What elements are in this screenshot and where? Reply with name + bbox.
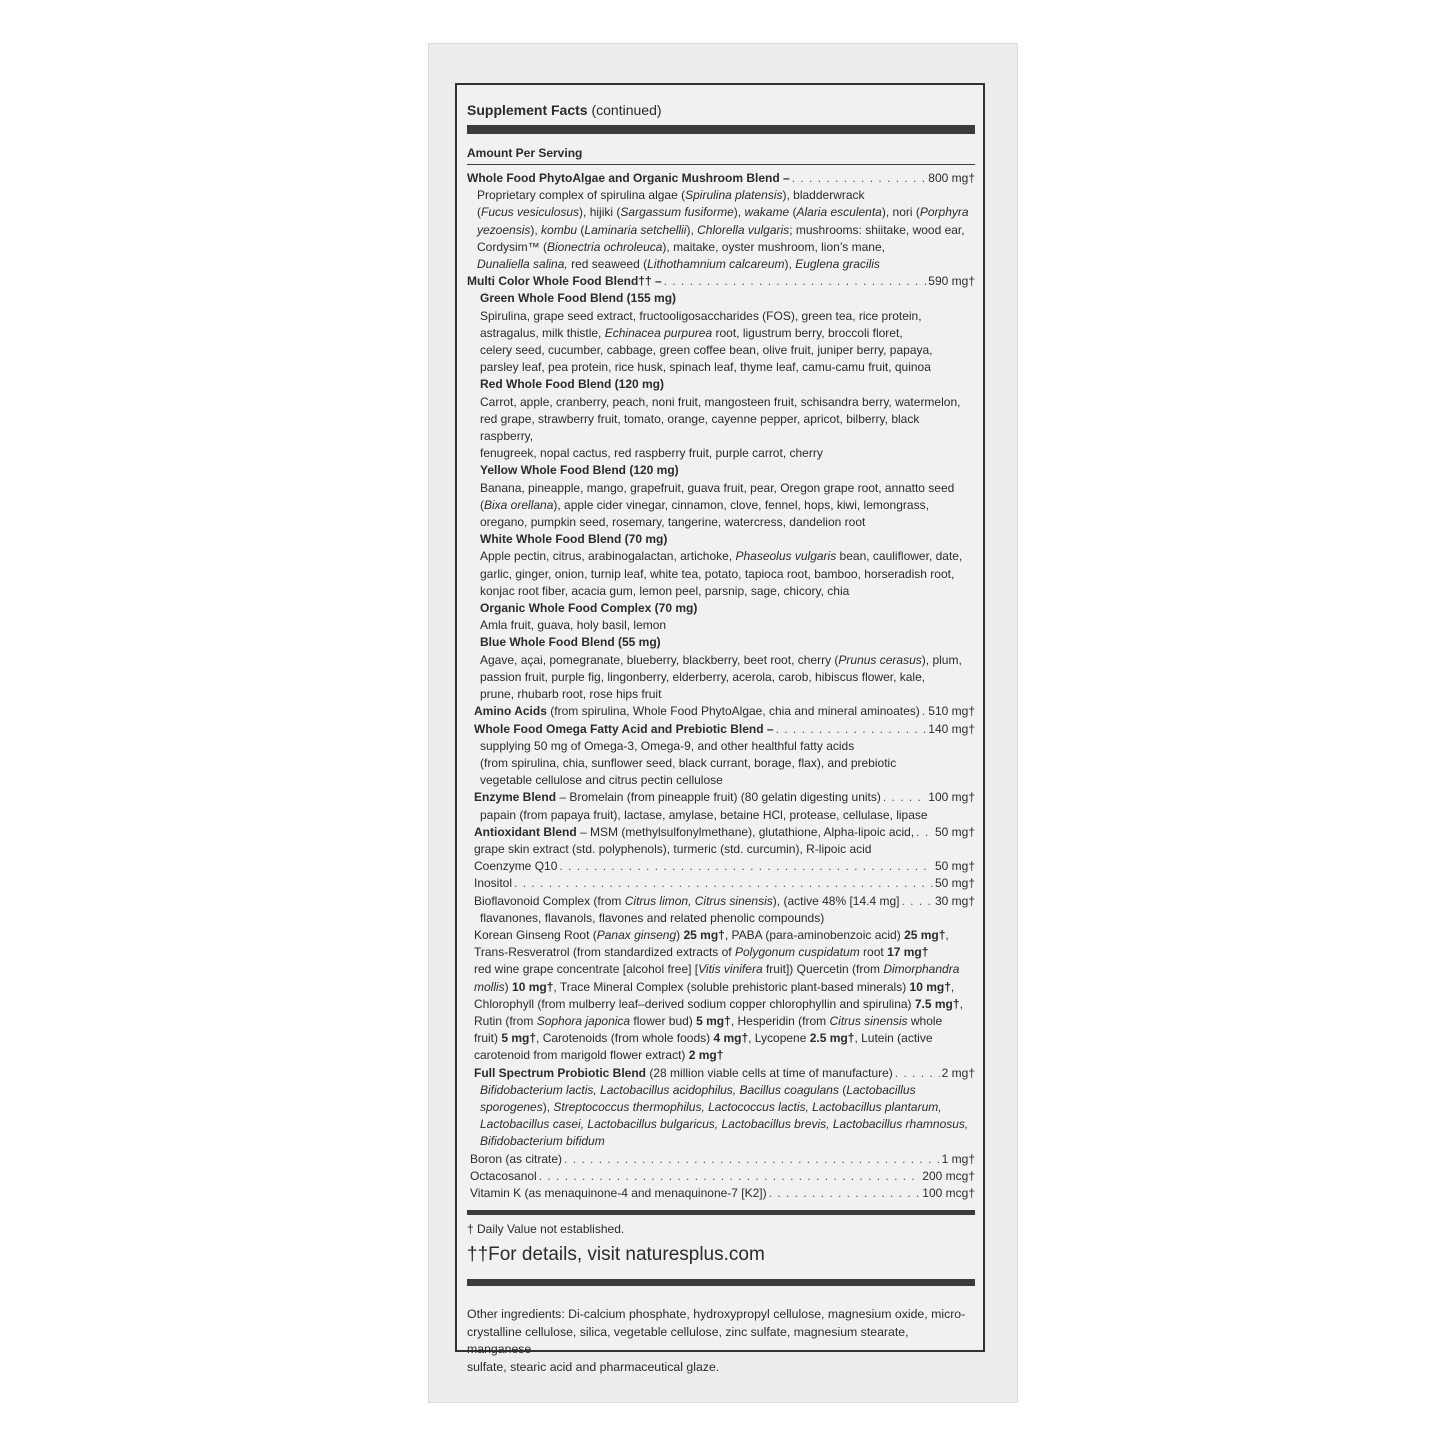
item-name-detail: (28 million viable cells at time of manufacture) — [646, 1065, 893, 1080]
daily-value-footnote: † Daily Value not established. — [467, 1222, 625, 1237]
leader-dots — [916, 824, 933, 841]
text-line: Bifidobacterium bifidum — [480, 1134, 605, 1149]
blend-title: Organic Whole Food Complex (70 mg) — [480, 601, 698, 616]
item-description — [467, 910, 975, 927]
item-description — [467, 738, 975, 790]
blend-description — [467, 617, 975, 634]
item-bioflavonoid — [467, 893, 975, 910]
item-description — [467, 807, 975, 824]
text-line: fenugreek, nopal cactus, red raspberry fruit, purple carrot, cherry — [480, 446, 823, 461]
text-line: garlic, ginger, onion, turnip leaf, white tea, potato, tapioca root, bamboo, horseradish root, — [480, 566, 955, 581]
leader-dots — [902, 893, 933, 910]
item-amount: 30 mg† — [934, 893, 975, 908]
text-line: passion fruit, purple fig, lingonberry, elderberry, acerola, carob, hibiscus flower, kale, — [480, 669, 926, 684]
text-line: fruit) 5 mg†, Carotenoids (from whole foods) 4 mg†, Lycopene 2.5 mg†, Lutein (active — [474, 1031, 933, 1046]
text-line: papain (from papaya fruit), lactase, amylase, betaine HCl, protease, cellulase, lipase — [480, 807, 928, 822]
item-amount: 100 mcg† — [922, 1185, 975, 1200]
text-line: Lactobacillus casei, Lactobacillus bulgaricus, Lactobacillus brevis, Lactobacillus rhamnosus, — [480, 1117, 969, 1132]
item-amount: 200 mcg† — [922, 1168, 975, 1183]
text-line: sporogenes), Streptococcus thermophilus, Lactococcus lactis, Lactobacillus plantarum, — [480, 1099, 942, 1114]
item-amount: 510 mg† — [928, 704, 975, 719]
item-name: Amino Acids — [474, 704, 547, 719]
item-antioxidant — [467, 824, 975, 841]
leader-dots — [769, 1185, 921, 1202]
text-line: Amla fruit, guava, holy basil, lemon — [480, 618, 667, 633]
item-omega — [467, 721, 975, 738]
blend-description — [467, 652, 975, 704]
item-name-detail: – MSM (methylsulfonylmethane), glutathione, Alpha-lipoic acid, — [576, 824, 915, 839]
leader-dots — [514, 875, 933, 892]
thick-divider — [467, 125, 975, 134]
item-octacosanol — [467, 1168, 975, 1185]
item-name: Vitamin K (as menaquinone-4 and menaquinone-7 [K2]) — [470, 1185, 767, 1200]
text-line: Banana, pineapple, mango, grapefruit, guava fruit, pear, Oregon grape root, annatto seed — [480, 480, 955, 495]
item-enzyme — [467, 789, 975, 806]
text-line: (from spirulina, chia, sunflower seed, black currant, borage, flax), and prebiotic — [480, 755, 897, 770]
blend-title: Yellow Whole Food Blend (120 mg) — [480, 463, 679, 478]
item-name-detail: (from spirulina, Whole Food PhytoAlgae, chia and mineral aminoates) — [546, 704, 920, 719]
other-ingredients-line: crystalline cellulose, silica, vegetable cellulose, zinc sulfate, magnesium stearate, manganese — [467, 1324, 909, 1357]
supplement-facts-panel — [455, 83, 985, 1374]
text-line: carotenoid from marigold flower extract) 2 mg† — [474, 1048, 724, 1063]
text-line: Korean Ginseng Root (Panax ginseng) 25 mg†, PABA (para-aminobenzoic acid) 25 mg†, — [474, 927, 949, 942]
text-line: parsley leaf, pea protein, rice husk, spinach leaf, thyme leaf, camu-camu fruit, quinoa — [480, 360, 931, 375]
item-name-detail: – Bromelain (from pineapple fruit) (80 gelatin digesting units) — [556, 790, 881, 805]
color-blends — [467, 290, 975, 703]
text-line: konjac root fiber, acacia gum, lemon peel, parsnip, sage, chicory, chia — [480, 583, 850, 598]
text-line: Agave, açai, pomegranate, blueberry, blackberry, beet root, cherry (Prunus cerasus), plum, — [480, 652, 962, 667]
blend-description — [467, 308, 975, 377]
item-amount: 100 mg† — [928, 790, 975, 805]
text-line: vegetable cellulose and citrus pectin cellulose — [480, 773, 723, 788]
leader-dots — [922, 703, 927, 720]
panel-title — [467, 101, 975, 119]
item-amount: 50 mg† — [934, 859, 975, 874]
text-line: oregano, pumpkin seed, rosemary, tangerine, watercress, dandelion root — [480, 515, 866, 530]
item-boron — [467, 1151, 975, 1168]
text-line: Trans-Resveratrol (from standardized extracts of Polygonum cuspidatum root 17 mg† — [474, 945, 929, 960]
blend-title: Green Whole Food Blend (155 mg) — [480, 291, 677, 306]
text-line: Cordysim™ (Bionectria ochroleuca), maitake, oyster mushroom, lion’s mane, — [477, 239, 885, 254]
item-description — [467, 187, 975, 273]
details-footnote: ††For details, visit naturesplus.com — [467, 1244, 765, 1266]
text-line: Carrot, apple, cranberry, peach, noni fruit, mangosteen fruit, schisandra berry, watermelon, — [480, 394, 961, 409]
item-amount: 50 mg† — [934, 824, 975, 839]
item-name: Bioflavonoid Complex (from Citrus limon, Citrus sinensis), (active 48% [14.4 mg] — [474, 893, 900, 908]
text-line: red grape, strawberry fruit, tomato, orange, cayenne pepper, apricot, bilberry, black raspberry, — [480, 411, 920, 444]
item-name: Coenzyme Q10 — [474, 859, 558, 874]
item-multicolor — [467, 273, 975, 290]
leader-dots — [895, 1065, 940, 1082]
leader-dots — [792, 170, 927, 187]
item-amount: 50 mg† — [934, 876, 975, 891]
item-name: Inositol — [474, 876, 513, 891]
text-line: (Bixa orellana), apple cider vinegar, cinnamon, clove, fennel, hops, kiwi, lemongrass, — [480, 497, 929, 512]
misc-ingredients — [467, 927, 975, 1065]
leader-dots — [883, 789, 926, 806]
item-phyto — [467, 170, 975, 187]
other-ingredients-line: sulfate, stearic acid and pharmaceutical glaze. — [467, 1359, 720, 1374]
other-ingredients-line: Other ingredients: Di-calcium phosphate, hydroxypropyl cellulose, magnesium oxide, micro- — [467, 1307, 966, 1322]
thin-divider — [467, 164, 975, 165]
item-amount: 140 mg† — [928, 721, 975, 736]
text-line: red wine grape concentrate [alcohol free] [Vitis vinifera fruit]) Quercetin (from Dimorphandra — [474, 962, 960, 977]
title-continued: (continued) — [591, 102, 662, 118]
text-line: prune, rhubarb root, rose hips fruit — [480, 687, 662, 702]
text-line: mollis) 10 mg†, Trace Mineral Complex (soluble prehistoric plant-based minerals) 10 mg†, — [474, 979, 955, 994]
blend-description — [467, 548, 975, 600]
blend-title: White Whole Food Blend (70 mg) — [480, 532, 668, 547]
leader-dots — [776, 721, 927, 738]
text-line: Spirulina, grape seed extract, fructooligosaccharides (FOS), green tea, rice protein, — [480, 308, 922, 323]
text-line: Bifidobacterium lactis, Lactobacillus acidophilus, Bacillus coagulans (Lactobacillus — [480, 1082, 916, 1097]
leader-dots — [539, 1168, 921, 1185]
item-coq10 — [467, 858, 975, 875]
item-name: Multi Color Whole Food Blend†† – — [467, 274, 662, 289]
leader-dots — [559, 858, 933, 875]
other-ingredients — [467, 1306, 975, 1376]
text-line: yezoensis), kombu (Laminaria setchellii), Chlorella vulgaris; mushrooms: shiitake, wood ear, — [477, 222, 965, 237]
amount-per-serving: Amount Per Serving — [467, 146, 583, 160]
item-name: Whole Food PhytoAlgae and Organic Mushroom Blend – — [467, 171, 790, 185]
blend-description — [467, 480, 975, 532]
leader-dots — [664, 273, 927, 290]
text-line: Chlorophyll (from mulberry leaf–derived sodium copper chlorophyllin and spirulina) 7.5 mg†, — [474, 996, 963, 1011]
leader-dots — [564, 1151, 940, 1168]
item-amount: 2 mg† — [941, 1065, 975, 1080]
item-amount: 1 mg† — [941, 1151, 975, 1166]
bottom-divider — [467, 1210, 975, 1215]
item-amount: 590 mg† — [928, 274, 975, 289]
item-inositol — [467, 875, 975, 892]
item-name: Whole Food Omega Fatty Acid and Prebiotic Blend – — [474, 721, 774, 736]
item-name: Full Spectrum Probiotic Blend — [474, 1065, 647, 1080]
item-name: Enzyme Blend — [474, 790, 557, 805]
blend-title: Blue Whole Food Blend (55 mg) — [480, 635, 661, 650]
item-amino — [467, 703, 975, 720]
text-line: grape skin extract (std. polyphenols), turmeric (std. curcumin), R-lipoic acid — [474, 841, 872, 856]
item-probiotic — [467, 1065, 975, 1082]
title-text: Supplement Facts — [467, 102, 588, 118]
blend-title: Red Whole Food Blend (120 mg) — [480, 377, 665, 392]
item-amount: 800 mg† — [928, 171, 975, 185]
text-line: flavanones, flavanols, flavones and related phenolic compounds) — [480, 910, 825, 925]
text-line: supplying 50 mg of Omega-3, Omega-9, and other healthful fatty acids — [480, 738, 855, 753]
text-line: (Fucus vesiculosus), hijiki (Sargassum fusiforme), wakame (Alaria esculenta), nori (Porphyra — [477, 205, 969, 220]
text-line: Dunaliella salina, red seaweed (Lithothamnium calcareum), Euglena gracilis — [477, 257, 880, 272]
blend-description — [467, 394, 975, 463]
text-line: astragalus, milk thistle, Echinacea purpurea root, ligustrum berry, broccoli floret, — [480, 325, 903, 340]
text-line: Rutin (from Sophora japonica flower bud) 5 mg†, Hesperidin (from Citrus sinensis whole — [474, 1013, 943, 1028]
item-name: Octacosanol — [470, 1168, 537, 1183]
text-line: Apple pectin, citrus, arabinogalactan, artichoke, Phaseolus vulgaris bean, cauliflower, date, — [480, 549, 963, 564]
item-vitamin-k — [467, 1185, 975, 1202]
end-divider — [467, 1279, 975, 1286]
item-description — [467, 1082, 975, 1151]
text-line: celery seed, cucumber, cabbage, green coffee bean, olive fruit, juniper berry, papaya, — [480, 343, 933, 358]
item-description — [467, 841, 975, 858]
ingredient-list — [467, 170, 975, 1202]
text-line: Proprietary complex of spirulina algae (Spirulina platensis), bladderwrack — [477, 188, 865, 203]
item-name: Boron (as citrate) — [470, 1151, 563, 1166]
item-name: Antioxidant Blend — [474, 824, 577, 839]
